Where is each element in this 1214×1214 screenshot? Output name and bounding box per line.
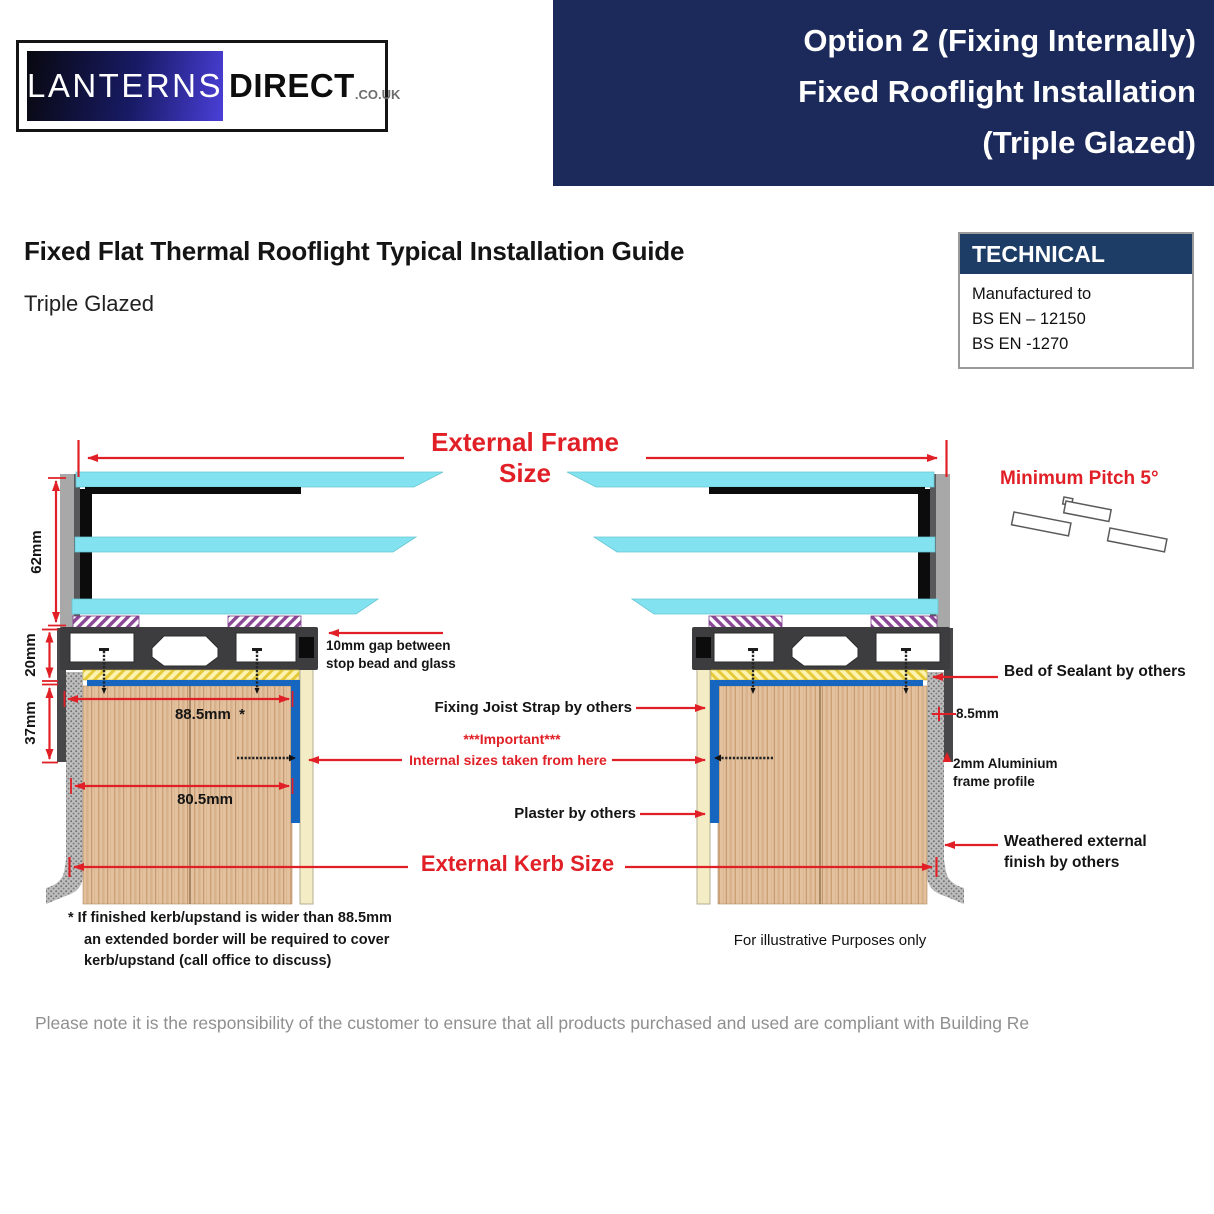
banner-line-1: Option 2 (Fixing Internally): [803, 23, 1196, 58]
page-subtitle: Triple Glazed: [24, 291, 155, 316]
alu-profile-label: 2mm Aluminium frame profile: [953, 756, 1058, 789]
dim-37mm-label: 37mm: [22, 701, 39, 745]
internal-sizes-label: Internal sizes taken from here: [409, 752, 607, 768]
page-title: Fixed Flat Thermal Rooflight Typical Installation Guide: [24, 236, 685, 266]
external-kerb-size-label: External Kerb Size: [420, 851, 615, 876]
external-frame-size-label: External Frame Size: [431, 427, 619, 488]
rooflight-section-left: [46, 472, 443, 904]
weathered-label: Weathered external finish by others: [1004, 833, 1147, 871]
dim-8-5mm-label: 8.5mm: [956, 706, 999, 721]
technical-box: [958, 232, 1194, 369]
kerb-footnote: * If finished kerb/upstand is wider than 88.5mm an extended border will be required to cover kerb/upstand (call office to discuss): [68, 910, 392, 969]
plaster-label: Plaster by others: [514, 805, 636, 822]
minimum-pitch-label: Minimum Pitch 5°: [1000, 468, 1159, 489]
illustrative-note: For illustrative Purposes only: [733, 932, 927, 949]
minimum-pitch-icon: [1012, 497, 1167, 552]
disclaimer-text: Please note it is the responsibility of the customer to ensure that all products purchased and used are compliant with Building Re: [35, 1013, 1030, 1033]
dim-20mm-label: 20mm: [22, 633, 39, 677]
technical-line-3: BS EN -1270: [972, 335, 1069, 353]
technical-box-header: TECHNICAL: [960, 234, 1192, 274]
bed-sealant-label: Bed of Sealant by others: [1004, 663, 1186, 680]
logo-brand-primary: LANTERNS: [27, 51, 223, 121]
gap-note: 10mm gap between stop bead and glass: [326, 638, 456, 671]
banner-line-3: (Triple Glazed): [982, 125, 1196, 160]
dim-88-5mm-label: 88.5mm *: [174, 706, 246, 723]
banner-line-2: Fixed Rooflight Installation: [798, 74, 1196, 109]
lanterns-direct-logo: [16, 40, 401, 132]
fixing-joist-label: Fixing Joist Strap by others: [434, 699, 632, 716]
rooflight-section-right: [567, 472, 964, 904]
header-banner: [553, 0, 1214, 186]
logo-tld: .CO.UK: [354, 86, 401, 102]
logo-brand-secondary: DIRECT: [229, 67, 355, 104]
technical-line-2: BS EN – 12150: [972, 310, 1086, 328]
technical-line-1: Manufactured to: [972, 285, 1092, 303]
important-label: ***Important***: [463, 731, 561, 747]
dim-80-5mm-label: 80.5mm: [177, 791, 233, 808]
dim-62mm-label: 62mm: [28, 530, 45, 574]
